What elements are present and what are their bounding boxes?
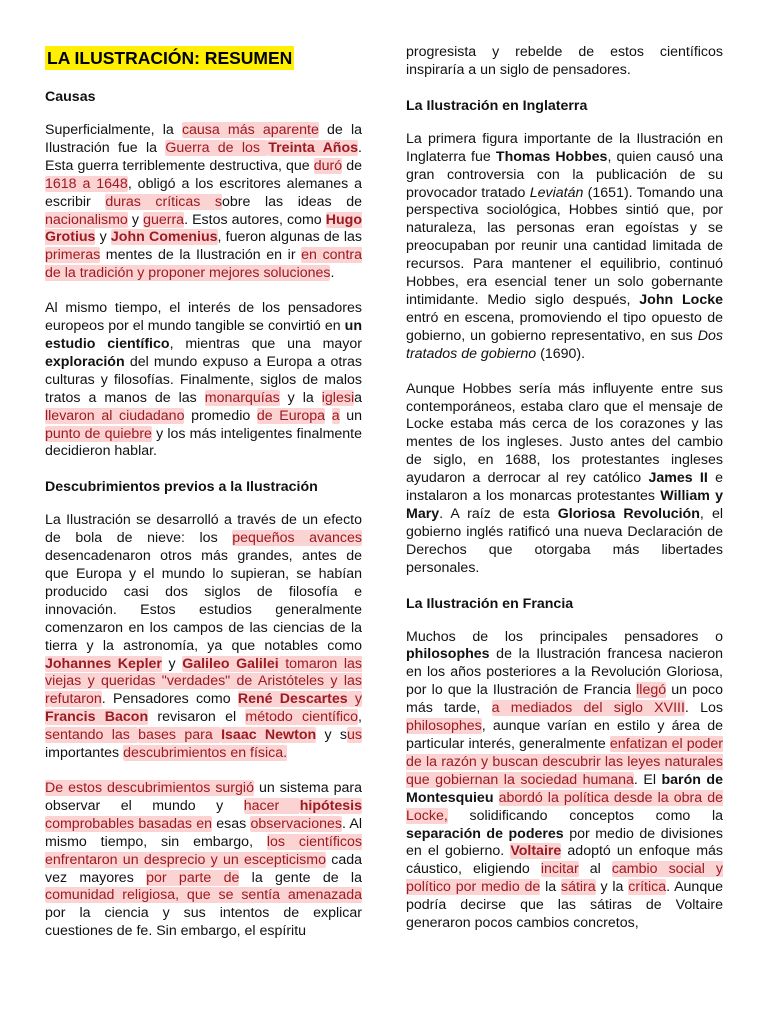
highlighted-text: punto de quiebre bbox=[45, 425, 152, 442]
text-run: de la Ilustración francesa nacieron en los años posteriores a la Revolución Gloriosa, por lo que la Ilustración de Francia bbox=[406, 646, 723, 699]
text-run: Aunque Hobbes sería más influyente entre sus contemporáneos, estaba claro que el mensaje de Locke estaba más cerca de los corazones y las mentes de los ingleses. Justo antes del cambio de siglo, en 1688, los protestantes ingleses ayudaron a derrocar al rey católico bbox=[406, 380, 723, 487]
text-run: por la ciencia y sus intentos de explicar cuestiones de fe. Sin embargo, el espíritu bbox=[45, 905, 362, 940]
text-run: promedio bbox=[184, 407, 257, 424]
text-run: Muchos de los principales pensadores o bbox=[406, 628, 723, 645]
bold-text: un estudio científico bbox=[45, 318, 362, 352]
highlighted-text: Johannes Kepler bbox=[45, 655, 162, 672]
highlighted-text: método científico bbox=[245, 709, 359, 726]
highlighted-text: descubrimientos en física. bbox=[123, 745, 288, 762]
bold-text: William y Mary bbox=[406, 488, 724, 522]
highlighted-text: causa más aparente bbox=[181, 122, 319, 138]
highlighted-text: bases para bbox=[138, 727, 222, 744]
text-run: . Al mismo tiempo, sin embargo, bbox=[45, 815, 362, 850]
highlighted-text: tomaron las viejas y queridas "verdades" de Aristóteles y las r bbox=[45, 655, 362, 708]
text-run: a bbox=[354, 389, 362, 406]
text-run: un sistema para observar el mundo y bbox=[45, 780, 362, 814]
text-run: de bbox=[342, 157, 362, 174]
highlighted-text: por parte de bbox=[146, 869, 240, 886]
text-run: un bbox=[339, 407, 362, 424]
highlighted-text: pequeños avances bbox=[232, 530, 362, 547]
text-run: y bbox=[161, 655, 183, 672]
heading-inglaterra: La Ilustración en Inglaterra bbox=[406, 97, 588, 114]
text-run: y bbox=[127, 211, 144, 228]
bold-text: Thomas Hobbes bbox=[495, 148, 608, 165]
bold-text: separación de poderes bbox=[406, 825, 564, 842]
text-run: y los más inteligentes finalmente decidieron hablar. bbox=[45, 425, 362, 460]
text-run: , bbox=[358, 709, 362, 726]
text-run: mentes de la Ilustración en ir bbox=[100, 247, 302, 264]
text-run: . Esta guerra terriblemente destructiva, que bbox=[45, 139, 362, 174]
highlighted-text: en contra de la tradición y proponer mejores soluciones bbox=[45, 247, 362, 282]
text-run: . Estos autores, como bbox=[184, 211, 326, 228]
highlighted-text: René Descartes bbox=[237, 691, 348, 708]
paragraph-descubrimientos-1 bbox=[45, 512, 362, 763]
text-run: y la bbox=[595, 879, 629, 896]
text-run bbox=[325, 408, 332, 424]
heading-causas: Causas bbox=[45, 89, 96, 105]
highlighted-text: comprobables basadas en bbox=[45, 815, 213, 832]
left-column bbox=[45, 44, 362, 958]
text-run: y la bbox=[279, 389, 322, 406]
text-run: por medio de divisiones en el gobierno. bbox=[406, 825, 723, 860]
highlighted-text: iglesi bbox=[321, 389, 355, 406]
highlighted-text: sentando las bbox=[45, 727, 139, 744]
text-run: la bbox=[540, 879, 561, 896]
highlighted-text: duras críticas s bbox=[105, 193, 222, 210]
highlighted-text: John Comenius bbox=[110, 229, 218, 246]
text-run bbox=[494, 790, 499, 806]
text-run: del mundo expuso a Europa a otras culturas y filosofías. Finalmente, siglos de malos tratos a manos de las bbox=[45, 353, 362, 406]
highlighted-text: comunidad religiosa, que se sentía amenazada bbox=[45, 887, 362, 904]
text-run: revisaron el bbox=[148, 709, 246, 726]
highlighted-text: de Europa bbox=[256, 407, 326, 424]
title-wrap bbox=[45, 46, 362, 70]
highlighted-text: crítica bbox=[628, 879, 667, 896]
highlighted-text: Hugo Grotius bbox=[45, 211, 362, 246]
paragraph-causas-1 bbox=[45, 122, 362, 283]
bold-text: philosophes bbox=[406, 646, 490, 663]
text-run: , el gobierno inglés ratificó una nueva Declaración de Derechos que otorgaba más libertades personales. bbox=[406, 505, 723, 576]
highlighted-text: Isaac Newton bbox=[221, 727, 317, 744]
text-run: (1690). bbox=[536, 345, 586, 362]
highlighted-text: monarquías bbox=[204, 389, 280, 406]
text-run: esas bbox=[212, 815, 251, 832]
text-run: de la Ilustración fue la bbox=[45, 122, 362, 156]
text-run: cada vez mayores bbox=[45, 851, 362, 886]
text-run: , obligó a los escritores alemanes a escribir bbox=[45, 175, 362, 210]
text-run: y bbox=[95, 229, 111, 246]
highlighted-text: guerra bbox=[143, 211, 185, 228]
heading-descubrimientos: Descubrimientos previos a la Ilustración bbox=[45, 479, 318, 496]
highlighted-text: llevaron al ciudadano bbox=[45, 407, 185, 424]
italic-text: Leviatán bbox=[529, 184, 584, 201]
text-run: . bbox=[330, 265, 335, 282]
highlighted-text: Guerra de los bbox=[165, 139, 269, 156]
highlighted-text: incitar bbox=[540, 861, 579, 878]
highlighted-text: los científicos enfrentaron un desprecio y un escepticismo bbox=[45, 833, 362, 868]
text-run: La Ilustración se desarrolló a través de un efecto de bola de nieve: los bbox=[45, 512, 362, 547]
bold-text: John Locke bbox=[639, 291, 723, 308]
text-run: un poco más tarde, bbox=[406, 682, 723, 717]
highlighted-text: duró bbox=[313, 157, 343, 174]
bold-text: barón de Montesquieu bbox=[406, 771, 723, 806]
highlighted-text: Galileo Galilei bbox=[182, 655, 279, 672]
text-run: , mientras que una mayor bbox=[169, 335, 362, 352]
highlighted-text: nacionalismo bbox=[45, 211, 128, 228]
highlighted-text: philosophes bbox=[406, 718, 482, 735]
paragraph-causas-2 bbox=[45, 300, 362, 461]
document-title: LA ILUSTRACIÓN: RESUMEN bbox=[47, 48, 293, 68]
text-run: . A raíz de esta bbox=[439, 505, 558, 522]
highlighted-text: abordó la política desde la obra de Locke, bbox=[406, 789, 723, 824]
highlighted-text: hipótesis bbox=[299, 797, 363, 814]
text-run: solidificando conceptos como la bbox=[447, 807, 723, 824]
text-run: . El bbox=[633, 771, 662, 788]
highlighted-text: Francis Bacon bbox=[45, 709, 149, 726]
highlighted-text: llegó bbox=[636, 682, 667, 699]
highlighted-text: a mediados del siglo XVIII bbox=[491, 700, 685, 717]
highlighted-text: efutaron bbox=[49, 691, 102, 708]
highlighted-text: Treinta Años bbox=[268, 139, 359, 156]
bold-text: Gloriosa Revolución bbox=[557, 505, 700, 522]
text-run: progresista y rebelde de estos científicos inspiraría a un siglo de pensadores. bbox=[406, 44, 723, 78]
text-run: e instalaron a los monarcas protestantes bbox=[406, 470, 723, 505]
text-run: , quien causó una gran controversia con la publicación de su provocador tratado bbox=[406, 148, 723, 201]
highlighted-text: y bbox=[347, 691, 362, 708]
text-run: desencadenaron otros más grandes, antes de que Europa y el mundo lo supieran, se habían producido casi dos siglos de filosofía e innovación. Estos estudios generalmente comenzaron en los campos de las ciencias de la tierra y la astronomía, ya que notables como bbox=[45, 548, 362, 654]
text-run: adoptó un enfoque más cáustico, eligiendo bbox=[406, 843, 724, 878]
heading-francia: La Ilustración en Francia bbox=[406, 595, 574, 612]
text-run: . Los bbox=[684, 700, 723, 717]
paragraph-inglaterra-1 bbox=[406, 131, 723, 364]
highlighted-text: us bbox=[347, 727, 362, 744]
text-run: importantes bbox=[45, 745, 124, 762]
text-run: , fueron algunas de las bbox=[217, 229, 362, 246]
text-run: obre las ideas de bbox=[222, 193, 362, 210]
text-run: , aunque varían en estilo y área de particular interés, generalmente bbox=[406, 718, 723, 752]
bold-text: exploración bbox=[45, 353, 125, 370]
text-run: . Pensadores como bbox=[101, 691, 238, 708]
paragraph-descubrimientos-2 bbox=[45, 780, 362, 941]
text-run: Superficialmente, la bbox=[45, 122, 182, 138]
highlighted-text: Voltaire bbox=[510, 843, 562, 860]
text-run: la gente de la bbox=[239, 869, 362, 886]
highlighted-text: a bbox=[331, 407, 340, 424]
right-column bbox=[406, 44, 723, 950]
italic-text: Dos tratados de gobierno bbox=[406, 327, 723, 362]
text-run: . Aunque podría decirse que las sátiras de Voltaire generaron pocos cambios concretos, bbox=[406, 879, 723, 932]
bold-text: James II bbox=[648, 470, 708, 487]
paragraph-continuation bbox=[406, 44, 723, 80]
highlighted-text: hacer bbox=[243, 797, 300, 814]
highlighted-text: observaciones bbox=[250, 815, 342, 832]
highlighted-text: cambio social y político por medio de bbox=[406, 861, 723, 896]
text-run: al bbox=[578, 861, 612, 878]
highlighted-text: sátira bbox=[560, 879, 596, 896]
text-run: y s bbox=[316, 727, 347, 744]
paragraph-inglaterra-2 bbox=[406, 381, 723, 578]
text-run: entró en escena, promoviendo el tipo opuesto de gobierno, un gobierno representativo, en sus bbox=[406, 309, 723, 344]
highlighted-text: enfatizan el poder de la razón y buscan descubrir las leyes naturales que gobiernan la sociedad humana bbox=[406, 736, 723, 788]
highlighted-text: De estos descubrimientos surgió bbox=[45, 780, 254, 796]
text-run: Al mismo tiempo, el interés de los pensadores europeos por el mundo tangible se convirtió en bbox=[45, 300, 362, 335]
highlighted-text: 1618 a 1648 bbox=[45, 175, 128, 192]
highlighted-text: primeras bbox=[45, 247, 101, 264]
text-run: La primera figura importante de la Ilustración en Inglaterra fue bbox=[406, 130, 723, 165]
paragraph-francia-1 bbox=[406, 629, 723, 933]
text-run: (1651). Tomando una perspectiva sociológica, Hobbes sintió que, por naturaleza, las personas eran egoístas y se preocupaban por reunir una cantidad limitada de recursos. Para mantener el equilibrio, continuó Hobbes, era esencial tener un solo gobernante intimidante. Medio siglo después, bbox=[406, 184, 723, 308]
